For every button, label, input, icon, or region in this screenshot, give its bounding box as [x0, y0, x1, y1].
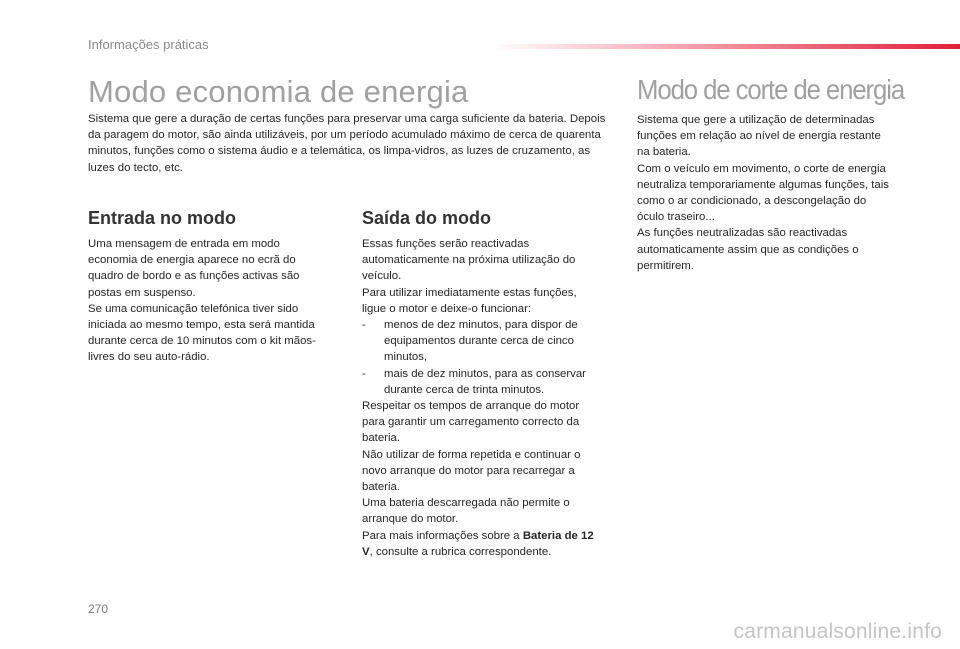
power-cut-paragraph: As funções neutralizadas são reactivadas automaticamente assim que as condições o permitirem. — [637, 227, 859, 272]
reference-text: , consulte a rubrica correspondente. — [369, 545, 552, 558]
page-number: 270 — [88, 602, 109, 616]
exit-mode-paragraph: Essas funções serão reactivadas automaticamente na próxima utilização do veículo. — [362, 238, 576, 283]
list-item-text: mais de dez minutos, para as conservar durante cerca de trinta minutos. — [384, 367, 586, 396]
entry-mode-text — [88, 236, 328, 366]
reference-text: Para mais informações sobre a — [362, 529, 523, 542]
battery-reference-paragraph — [362, 528, 602, 560]
header-accent-bar — [490, 44, 960, 49]
page-title-economy-mode: Modo economia de energia — [88, 74, 469, 109]
exit-mode-text — [362, 236, 602, 560]
exit-mode-paragraph: Não utilizar de forma repetida e continuar o novo arranque do motor para recarregar a bateria. — [362, 448, 581, 494]
power-cut-text — [637, 112, 895, 274]
watermark: carmanualsonline.info — [733, 620, 942, 643]
exit-mode-paragraph: Para utilizar imediatamente estas funções, ligue o motor e deixe-o funcionar: — [362, 286, 577, 315]
list-item — [362, 317, 602, 366]
heading-entry-mode: Entrada no modo — [88, 208, 236, 228]
heading-exit-mode: Saída do modo — [362, 208, 492, 228]
list-item — [362, 366, 602, 398]
exit-mode-paragraph: Uma bateria descarregada não permite o arranque do motor. — [362, 497, 570, 526]
entry-mode-paragraph: Uma mensagem de entrada em modo economia de energia aparece no ecrã do quadro de bordo e as funções activas são postas em suspenso. — [88, 238, 300, 299]
economy-mode-intro: Sistema que gere a duração de certas funções para preservar uma carga suficiente da bateria. Depois da paragem do motor, são ainda utilizáveis, por um período acumulado máximo de cerca de quarenta minutos, funções como o sistema áudio e a telemática, os limpa-vidros, as luzes de cruzamento, as luzes do tecto, etc. — [88, 113, 606, 174]
list-item-text: menos de dez minutos, para dispor de equipamentos durante cerca de cinco minutos, — [384, 319, 578, 364]
section-header: Informações práticas — [88, 37, 209, 52]
page-title-power-cut-mode: Modo de corte de energia — [637, 74, 905, 105]
entry-mode-paragraph: Se uma comunicação telefónica tiver sido iniciada ao mesmo tempo, esta será mantida durante cerca de 10 minutos com o kit mãos-livres do seu auto-rádio. — [88, 302, 316, 364]
power-cut-paragraph: Sistema que gere a utilização de determinadas funções em relação ao nível de energia restante na bateria. — [637, 114, 881, 159]
power-cut-paragraph: Com o veículo em movimento, o corte de energia neutraliza temporariamente algumas funções, tais como o ar condicionado, a descongelação do óculo traseiro... — [637, 162, 889, 224]
battery-link-text: Bateria de 12 V — [362, 529, 594, 558]
exit-mode-paragraph: Respeitar os tempos de arranque do motor para garantir um carregamento correcto da bateria. — [362, 400, 580, 445]
dash-bullet: - — [362, 367, 366, 380]
dash-bullet: - — [362, 319, 366, 332]
